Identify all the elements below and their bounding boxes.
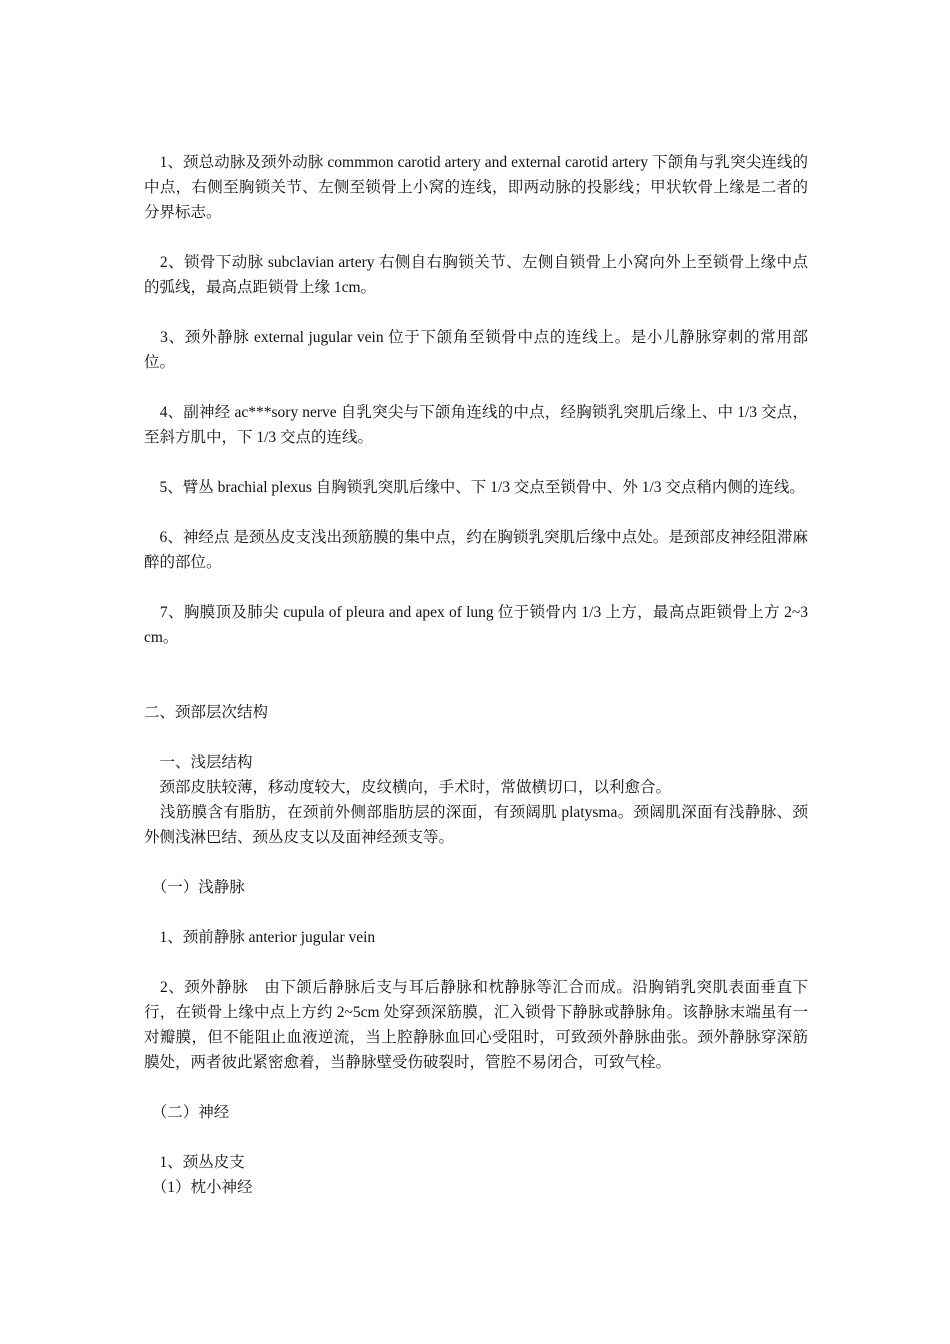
spacer (144, 500, 808, 525)
paragraph-skin: 颈部皮肤较薄，移动度较大，皮纹横向，手术时，常做横切口，以利愈合。 (144, 779, 672, 796)
section-heading: 二、颈部层次结构 (144, 704, 269, 721)
paragraph-carotid-artery: 1、颈总动脉及颈外动脉 commmon carotid artery and external carotid artery 下颌角与乳突尖连线的中点，右侧至胸锁关节、左侧至锁骨上小窝的连线，即两动脉的投影线；甲状软骨上缘是二者的分界标志。 (144, 154, 808, 221)
paragraph-pleura-apex: 7、胸膜顶及肺尖 cupula of pleura and apex of lung 位于锁骨内 1/3 上方，最高点距锁骨上方 2~3 cm。 (144, 604, 808, 646)
paragraph-nerve-point: 6、神经点 是颈丛皮支浅出颈筋膜的集中点，约在胸锁乳突肌后缘中点处。是颈部皮神经阻滞麻醉的部位。 (144, 529, 808, 571)
spacer (144, 650, 808, 700)
paragraph-subclavian-artery: 2、锁骨下动脉 subclavian artery 右侧自右胸锁关节、左侧自锁骨上小窝向外上至锁骨上缘中点的弧线，最高点距锁骨上缘 1cm。 (144, 254, 808, 296)
spacer (144, 450, 808, 475)
spacer (144, 1075, 808, 1100)
paragraph-external-jugular-vein-detail: 2、颈外静脉 由下颌后静脉后支与耳后静脉和枕静脉等汇合而成。沿胸销乳突肌表面垂直下行，在锁骨上缘中点上方约 2~5cm 处穿颈深筋膜，汇入锁骨下静脉或静脉角。该静脉末端虽有一对瓣膜，但不能阻止血液逆流，当上腔静脉血回心受阻时，可致颈外静脉曲张。颈外静脉穿深筋膜处，两者彼此紧密愈着，当静脉壁受伤破裂时，管腔不易闭合，可致气栓。 (144, 979, 808, 1071)
spacer (144, 375, 808, 400)
spacer (144, 575, 808, 600)
spacer (144, 950, 808, 975)
spacer (144, 300, 808, 325)
subsection-heading-veins: （一）浅静脉 (144, 879, 245, 896)
paragraph-lesser-occipital-nerve: （1）枕小神经 (144, 1179, 253, 1196)
spacer (144, 900, 808, 925)
paragraph-cervical-plexus: 1、颈丛皮支 (144, 1154, 245, 1171)
paragraph-accessory-nerve: 4、副神经 ac***sory nerve 自乳突尖与下颌角连线的中点，经胸锁乳突肌后缘上、中 1/3 交点，至斜方肌中，下 1/3 交点的连线。 (144, 404, 808, 446)
paragraph-superficial-fascia: 浅筋膜含有脂肪，在颈前外侧部脂肪层的深面，有颈阔肌 platysma。颈阔肌深面有浅静脉、颈外侧浅淋巴结、颈丛皮支以及面神经颈支等。 (144, 804, 808, 846)
document-body (144, 150, 808, 1200)
paragraph-brachial-plexus: 5、臂丛 brachial plexus 自胸锁乳突肌后缘中、下 1/3 交点至锁骨中、外 1/3 交点稍内侧的连线。 (144, 479, 805, 496)
subsection-heading-nerves: （二）神经 (144, 1104, 230, 1121)
spacer (144, 850, 808, 875)
subsection-heading: 一、浅层结构 (144, 754, 253, 771)
spacer (144, 725, 808, 750)
paragraph-anterior-jugular-vein: 1、颈前静脉 anterior jugular vein (144, 929, 376, 946)
spacer (144, 225, 808, 250)
spacer (144, 1125, 808, 1150)
paragraph-external-jugular-vein: 3、颈外静脉 external jugular vein 位于下颌角至锁骨中点的连线上。是小儿静脉穿刺的常用部位。 (144, 329, 808, 371)
